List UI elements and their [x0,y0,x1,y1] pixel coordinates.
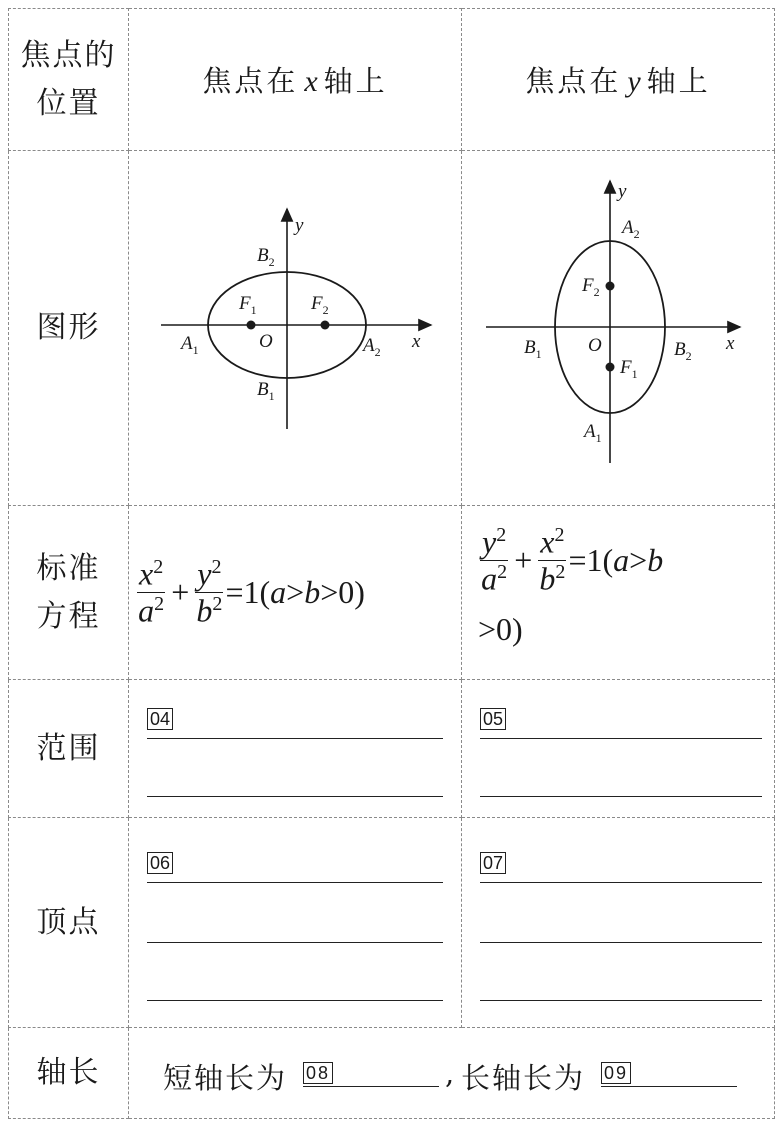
graph-label: 图形 [9,151,129,506]
header-x-var: x [304,65,318,98]
long-axis-text: 长轴长为 [461,1061,586,1095]
a2-label: $A_2$ [363,335,381,359]
equation-x-cell [129,506,462,680]
plus-sign: + [514,541,533,578]
vertex-y-cell [462,818,775,1028]
b1-label: $B_1$ [257,379,275,403]
answer-line[interactable] [147,942,443,943]
blank-05: 05 [480,708,506,730]
blank-06: 06 [147,852,173,874]
f1-label: $F_1$ [239,293,257,317]
axis-length-row [9,1028,775,1119]
vertex-x-cell [129,818,462,1028]
header-y-prefix: 焦点在 [525,64,622,98]
frac-y-over-b: $\frac{y^2}{b^2}$ [196,555,223,629]
equation-y-condition-a: =1(a>b [568,541,664,578]
answer-line[interactable] [147,796,443,797]
header-focus-x [129,9,462,151]
equation-y [462,506,774,650]
y-axis-label: y [618,181,627,202]
equation-label-line2: 方程 [36,598,101,634]
header-x-prefix: 焦点在 [202,64,299,98]
axis-length-label: 轴长 [9,1028,129,1119]
blank-08: 08 [303,1062,333,1084]
x-axis-label: x [412,331,421,352]
figure-x-cell [129,151,462,506]
equation-y-cell [462,506,775,680]
ellipse-properties-table [8,8,775,1119]
header-x-suffix: 轴上 [323,64,388,98]
short-axis-text: 短轴长为 [163,1061,288,1095]
equation-label-line1: 标准 [36,550,101,586]
equation-label [9,506,129,680]
plus-sign: + [171,574,190,610]
answer-line[interactable] [480,738,762,739]
equation-y-condition-b: >0) [478,610,523,647]
blank-09: 09 [601,1062,631,1084]
header-position-label [9,9,129,151]
header-label-line2: 位置 [36,85,101,121]
x-axis-label: x [726,333,735,354]
b2-label: $B_2$ [674,339,692,363]
answer-line[interactable] [480,1000,762,1001]
range-x-cell [129,680,462,818]
header-label-line1: 焦点的 [20,37,117,73]
origin-label: O [588,335,602,356]
frac-x-over-a: $\frac{x^2}{a^2}$ [138,555,165,629]
answer-line[interactable] [480,942,762,943]
frac-x-over-b: $\frac{x^2}{b^2}$ [539,523,566,597]
answer-line[interactable] [480,882,762,883]
equation-x-condition: =1(a>b>0) [225,574,365,610]
vertex-label: 顶点 [9,818,129,1028]
equation-row [9,506,775,680]
equation-x [129,556,461,629]
range-label: 范围 [9,680,129,818]
graph-row [9,151,775,506]
range-row [9,680,775,818]
answer-line[interactable] [147,1000,443,1001]
blank-07: 07 [480,852,506,874]
f2-label: $F_2$ [311,293,329,317]
blank-04: 04 [147,708,173,730]
header-y-var: y [627,65,641,98]
long-axis-answer-line[interactable] [601,1086,737,1087]
header-y-suffix: 轴上 [646,64,711,98]
separator-comma: , [445,1056,457,1090]
short-axis-answer-line[interactable] [303,1086,439,1087]
y-axis-label: y [295,215,304,236]
a1-label: $A_1$ [584,421,602,445]
ellipse-x-figure [129,151,461,501]
figure-y-cell [462,151,775,506]
b2-label: $B_2$ [257,245,275,269]
b1-label: $B_1$ [524,337,542,361]
frac-y-over-a: $\frac{y^2}{a^2}$ [481,523,508,597]
ellipse-y-figure [462,151,774,501]
axis-length-cell [129,1028,775,1119]
f2-label: $F_2$ [582,275,600,299]
axis-length-content [129,1028,774,1118]
a2-label: $A_2$ [622,217,640,241]
origin-label: O [259,331,273,352]
focus-f2 [321,321,330,330]
vertex-row [9,818,775,1028]
f1-label: $F_1$ [620,357,638,381]
answer-line[interactable] [480,796,762,797]
answer-line[interactable] [147,882,443,883]
focus-f2 [606,282,615,291]
focus-f1 [606,363,615,372]
a1-label: $A_1$ [181,333,199,357]
header-row [9,9,775,151]
focus-f1 [247,321,256,330]
range-y-cell [462,680,775,818]
header-focus-y [462,9,775,151]
answer-line[interactable] [147,738,443,739]
